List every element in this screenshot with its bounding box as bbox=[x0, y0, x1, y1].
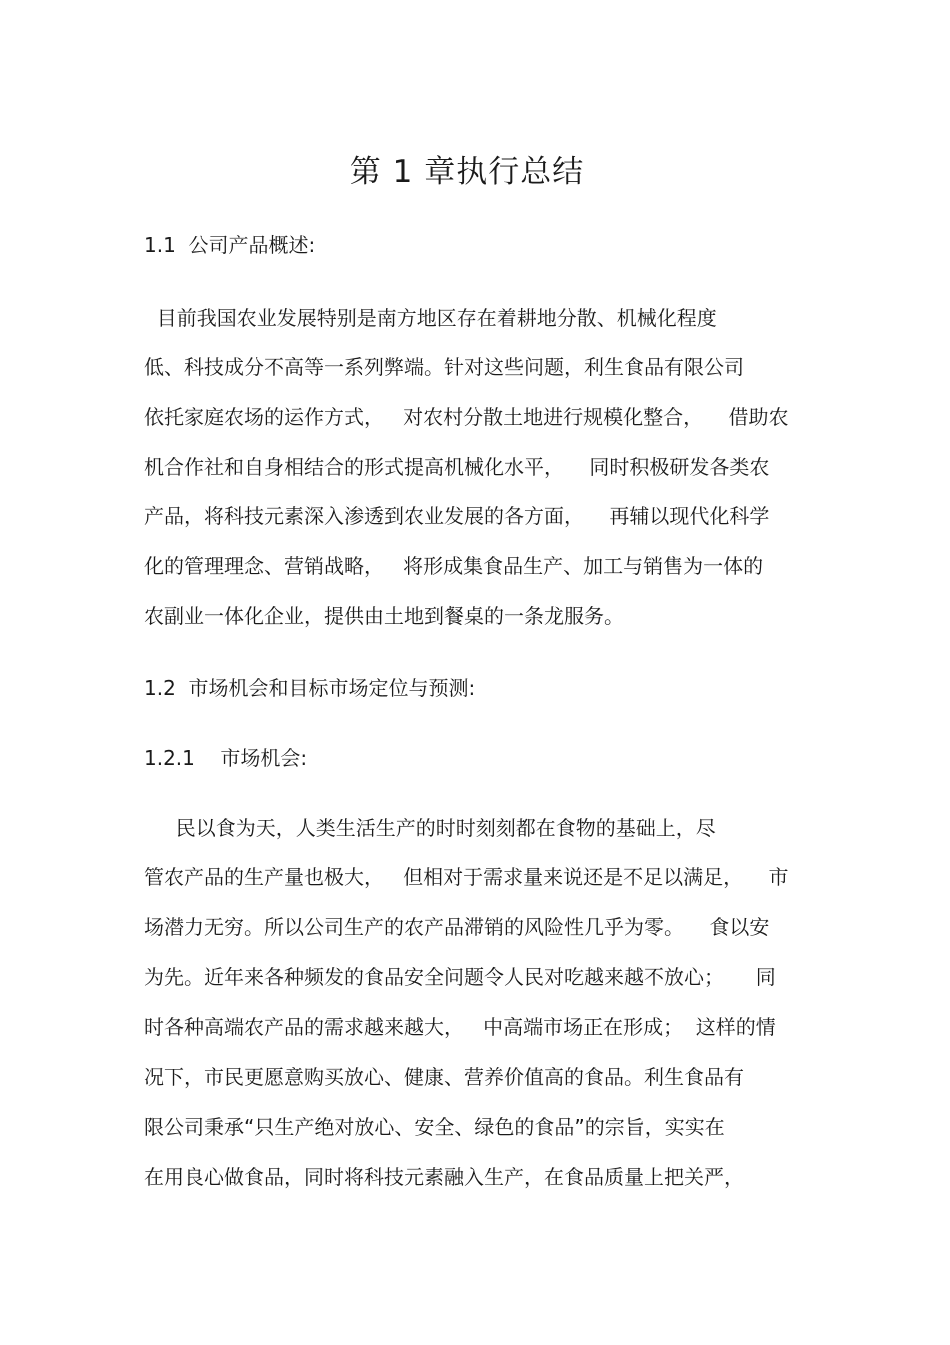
chapter-title: 第 1 章执行总结 bbox=[349, 154, 585, 190]
paragraph-line: 时各种高端农产品的需求越来越大， 中高端市场正在形成； 这样的情 bbox=[144, 1015, 776, 1039]
paragraph-line: 农副业一体化企业，提供由土地到餐桌的一条龙服务。 bbox=[144, 604, 624, 628]
paragraph-line: 况下，市民更愿意购买放心、健康、营养价值高的食品。利生食品有 bbox=[144, 1065, 744, 1089]
paragraph-line: 目前我国农业发展特别是南方地区存在着耕地分散、机械化程度 bbox=[144, 306, 717, 330]
paragraph-line: 产品，将科技元素深入渗透到农业发展的各方面， 再辅以现代化科学 bbox=[144, 504, 770, 528]
paragraph-line: 机合作社和自身相结合的形式提高机械化水平， 同时积极研发各类农 bbox=[144, 455, 770, 479]
paragraph-line: 化的管理理念、营销战略， 将形成集食品生产、加工与销售为一体的 bbox=[144, 554, 764, 578]
section-heading-1-2: 1.2 市场机会和目标市场定位与预测: bbox=[144, 676, 476, 700]
paragraph-line: 低、科技成分不高等一系列弊端。针对这些问题，利生食品有限公司 bbox=[144, 355, 744, 379]
paragraph-line: 民以食为天，人类生活生产的时时刻刻都在食物的基础上，尽 bbox=[144, 816, 716, 840]
paragraph-line: 依托家庭农场的运作方式， 对农村分散土地进行规模化整合， 借助农 bbox=[144, 405, 789, 429]
paragraph-line: 为先。近年来各种频发的食品安全问题令人民对吃越来越不放心； 同 bbox=[144, 965, 776, 989]
section-heading-1-2-1: 1.2.1 市场机会: bbox=[144, 746, 308, 770]
paragraph-line: 场潜力无穷。所以公司生产的农产品滞销的风险性几乎为零。 食以安 bbox=[144, 915, 770, 939]
paragraph-line: 限公司秉承“只生产绝对放心、安全、绿色的食品”的宗旨，实实在 bbox=[144, 1115, 725, 1139]
section-heading-1-1: 1.1 公司产品概述: bbox=[144, 233, 316, 257]
paragraph-line: 管农产品的生产量也极大， 但相对于需求量来说还是不足以满足， 市 bbox=[144, 865, 789, 889]
paragraph-line: 在用良心做食品，同时将科技元素融入生产，在食品质量上把关严， bbox=[144, 1165, 744, 1189]
